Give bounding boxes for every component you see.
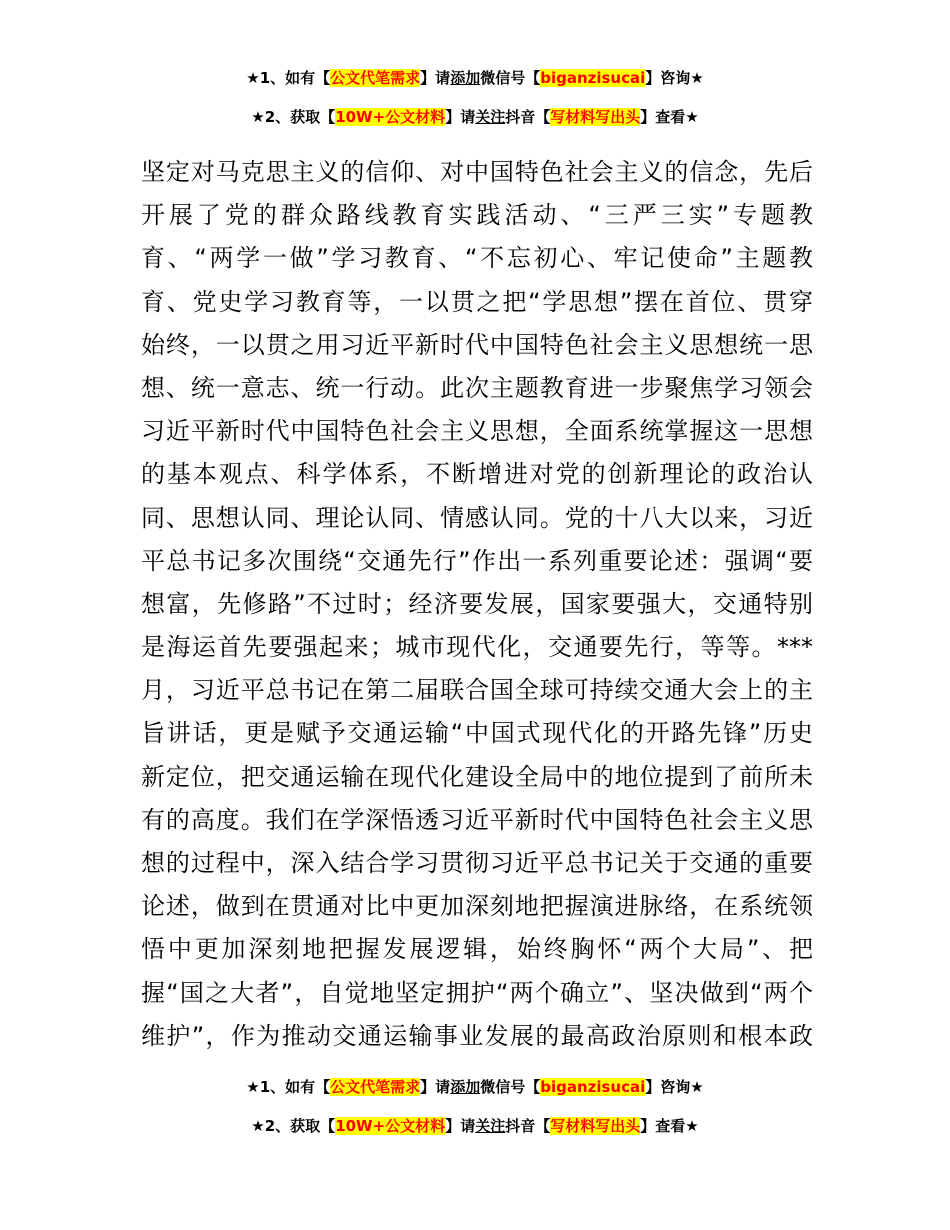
header-underlined-follow: 关注: [475, 108, 506, 126]
body-line: 育、“两学一做”学习教育、“不忘初心、牢记使命”主题教: [141, 244, 813, 273]
footer-notice-douyin: [0, 1116, 950, 1136]
body-line: 想富，先修路”不过时；经济要发展，国家要强大，交通特别: [141, 589, 813, 618]
footer-notice-prefix: ★2、获取【: [251, 1117, 336, 1135]
body-line: 坚定对马克思主义的信仰、对中国特色社会主义的信念，先后: [141, 158, 813, 186]
header-notice-prefix: ★1、如有【: [246, 69, 331, 87]
header-notice-suffix: 】咨询★: [645, 69, 704, 87]
header-notice-middle: 】请: [420, 69, 451, 87]
footer-highlight-materials: 10W+公文材料: [335, 1117, 446, 1135]
footer-notice-middle: 】请: [420, 1078, 451, 1096]
footer-notice-middle2: 微信号【: [480, 1078, 541, 1096]
footer-notice-middle: 】请: [445, 1117, 476, 1135]
body-line: 论述，做到在贯通对比中更加深刻地把握演进脉络，在系统领: [141, 892, 813, 921]
body-line: 月，习近平总书记在第二届联合国全球可持续交通大会上的主: [141, 676, 813, 705]
header-notice-suffix: 】查看★: [640, 108, 699, 126]
body-line: 有的高度。我们在学深悟透习近平新时代中国特色社会主义思: [141, 805, 813, 834]
body-line: 握“国之大者”，自觉地坚定拥护“两个确立”、坚决做到“两个: [141, 978, 813, 1007]
header-highlight-ghostwriting: 公文代笔需求: [330, 69, 421, 87]
footer-notice-wechat: [0, 1077, 950, 1097]
body-line: 维护”，作为推动交通运输事业发展的最高政治原则和根本政: [141, 1021, 813, 1050]
header-highlight-wechat-id: biganzisucai: [540, 69, 646, 87]
document-body: [141, 151, 813, 1058]
body-line: 始终，一以贯之用习近平新时代中国特色社会主义思想统一思: [141, 330, 813, 359]
footer-notice-middle2: 抖音【: [505, 1117, 551, 1135]
body-line: 是海运首先要强起来；城市现代化，交通要先行，等等。***: [141, 633, 813, 662]
body-line: 平总书记多次围绕“交通先行”作出一系列重要论述：强调“要: [141, 546, 813, 575]
body-line: 新定位，把交通运输在现代化建设全局中的地位提到了前所未: [141, 762, 813, 791]
body-line: 想的过程中，深入结合学习贯彻习近平总书记关于交通的重要: [141, 849, 813, 877]
footer-highlight-douyin-account: 写材料写出头: [550, 1117, 641, 1135]
header-notice-prefix: ★2、获取【: [251, 108, 336, 126]
footer-underlined-add: 添加: [450, 1078, 481, 1096]
header-notice-middle2: 微信号【: [480, 69, 541, 87]
body-line: 习近平新时代中国特色社会主义思想，全面系统掌握这一思想: [141, 417, 813, 446]
footer-notice-prefix: ★1、如有【: [246, 1078, 331, 1096]
body-line: 育、党史学习教育等，一以贯之把“学思想”摆在首位、贯穿: [141, 287, 813, 316]
footer-underlined-follow: 关注: [475, 1117, 506, 1135]
footer-highlight-ghostwriting: 公文代笔需求: [330, 1078, 421, 1096]
body-line: 旨讲话，更是赋予交通运输“中国式现代化的开路先锋”历史: [141, 719, 813, 748]
body-line: 悟中更加深刻地把握发展逻辑，始终胸怀“两个大局”、把: [141, 935, 813, 964]
body-line: 的基本观点、科学体系，不断增进对党的创新理论的政治认: [141, 460, 813, 489]
header-notice-middle2: 抖音【: [505, 108, 551, 126]
header-highlight-materials: 10W+公文材料: [335, 108, 446, 126]
body-line: 想、统一意志、统一行动。此次主题教育进一步聚焦学习领会: [141, 373, 813, 402]
header-notice-douyin: [0, 107, 950, 127]
header-highlight-douyin-account: 写材料写出头: [550, 108, 641, 126]
footer-notice-suffix: 】咨询★: [645, 1078, 704, 1096]
body-line: 开展了党的群众路线教育实践活动、“三严三实”专题教: [141, 201, 813, 230]
footer-notice-suffix: 】查看★: [640, 1117, 699, 1135]
header-notice-wechat: [0, 68, 950, 88]
header-notice-middle: 】请: [445, 108, 476, 126]
footer-highlight-wechat-id: biganzisucai: [540, 1078, 646, 1096]
header-underlined-add: 添加: [450, 69, 481, 87]
body-line: 同、思想认同、理论认同、情感认同。党的十八大以来，习近: [141, 503, 813, 532]
